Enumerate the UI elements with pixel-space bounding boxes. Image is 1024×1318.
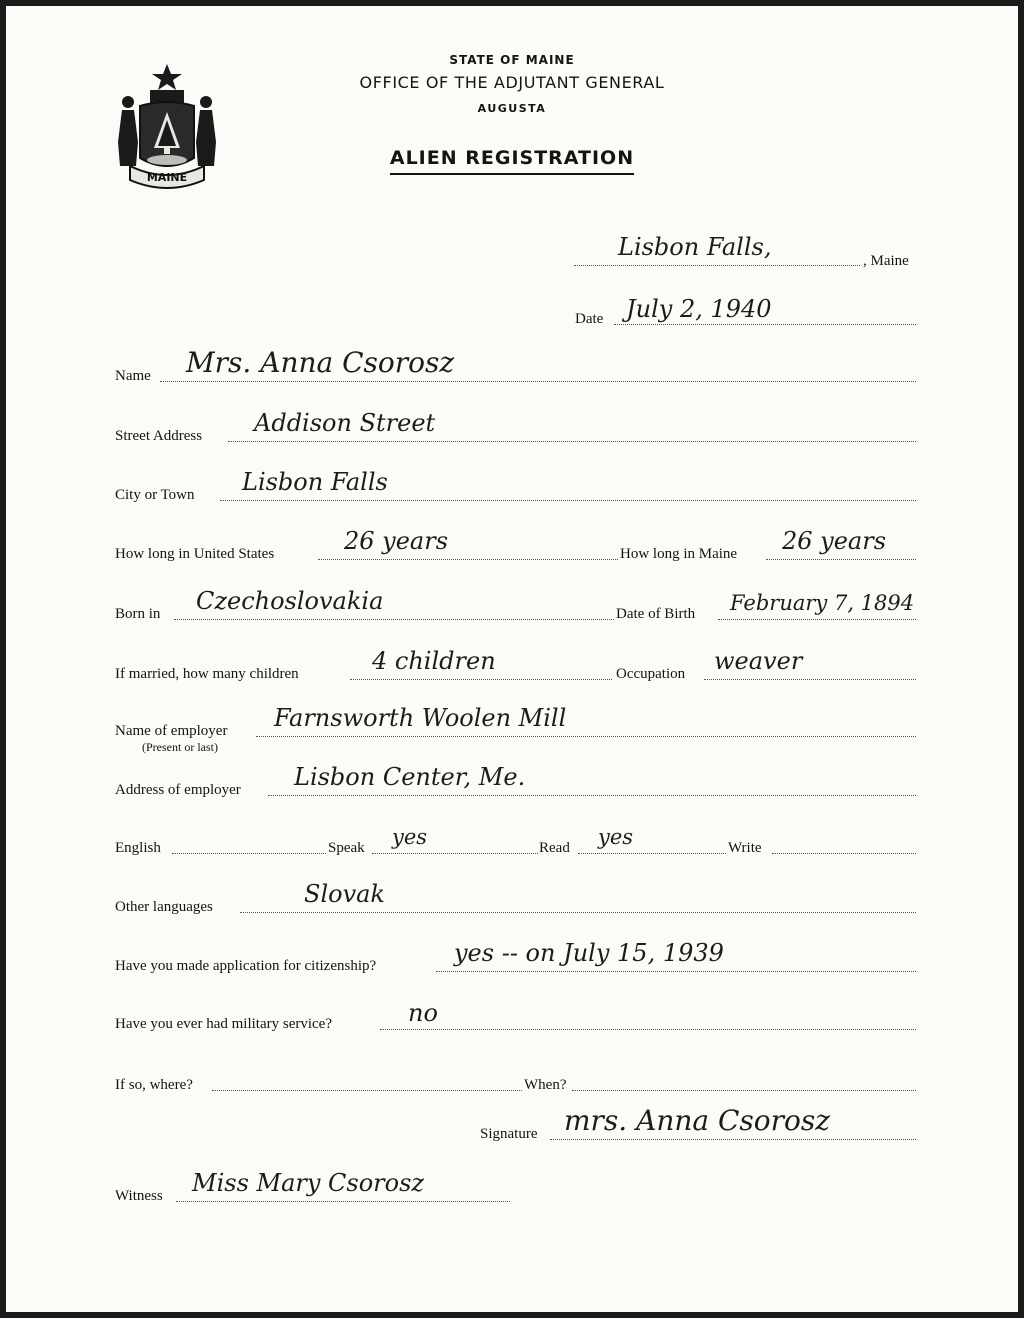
employer-address-value: Lisbon Center, Me. bbox=[294, 763, 526, 791]
born-in-value: Czechoslovakia bbox=[196, 587, 384, 615]
citizenship-label: Have you made application for citizenship? bbox=[115, 958, 377, 974]
born-in-label: Born in bbox=[115, 606, 161, 622]
employer-address-label: Address of employer bbox=[115, 782, 241, 798]
date-of-birth-line bbox=[718, 619, 916, 620]
speak-value: yes bbox=[392, 825, 428, 849]
city-line bbox=[220, 500, 916, 501]
street-line bbox=[228, 441, 916, 442]
children-value: 4 children bbox=[372, 647, 496, 675]
military-value: no bbox=[408, 999, 438, 1027]
citizenship-value: yes -- on July 15, 1939 bbox=[454, 939, 724, 967]
write-label: Write bbox=[728, 840, 762, 856]
header-office: OFFICE OF THE ADJUTANT GENERAL bbox=[359, 73, 665, 92]
military-label: Have you ever had military service? bbox=[115, 1016, 332, 1032]
how-long-maine-line bbox=[766, 559, 916, 560]
how-long-us-line bbox=[318, 559, 618, 560]
speak-line bbox=[372, 853, 538, 854]
english-label: English bbox=[115, 840, 161, 856]
employer-address-line bbox=[268, 795, 916, 796]
read-label: Read bbox=[539, 840, 570, 856]
registration-form bbox=[6, 6, 1018, 1312]
where-label: If so, where? bbox=[115, 1077, 193, 1093]
read-value: yes bbox=[598, 825, 634, 849]
header-state: STATE OF MAINE bbox=[449, 53, 575, 67]
read-line bbox=[578, 853, 726, 854]
witness-label: Witness bbox=[115, 1188, 163, 1204]
date-of-birth-label: Date of Birth bbox=[616, 606, 696, 622]
city-label: City or Town bbox=[115, 487, 195, 503]
occupation-line bbox=[704, 679, 916, 680]
signature-label: Signature bbox=[480, 1126, 538, 1142]
street-value: Addison Street bbox=[254, 409, 436, 437]
maine-label: , Maine bbox=[863, 253, 909, 269]
employer-line bbox=[256, 736, 916, 737]
name-line bbox=[160, 381, 916, 382]
when-label: When? bbox=[524, 1077, 567, 1093]
occupation-value: weaver bbox=[714, 647, 803, 675]
speak-label: Speak bbox=[328, 840, 365, 856]
how-long-us-label: How long in United States bbox=[115, 546, 275, 562]
citizenship-line bbox=[436, 971, 916, 972]
city-value: Lisbon Falls bbox=[242, 468, 388, 496]
place-line bbox=[574, 265, 860, 266]
witness-line bbox=[176, 1201, 510, 1202]
seal-text: MAINE bbox=[146, 171, 188, 184]
date-of-birth-value: February 7, 1894 bbox=[730, 591, 915, 615]
signature-line bbox=[550, 1139, 916, 1140]
occupation-label: Occupation bbox=[616, 666, 686, 682]
other-languages-line bbox=[240, 912, 916, 913]
signature-value: mrs. Anna Csorosz bbox=[564, 1104, 830, 1137]
name-label: Name bbox=[115, 368, 151, 384]
other-languages-label: Other languages bbox=[115, 899, 213, 915]
header-city: AUGUSTA bbox=[477, 102, 547, 115]
military-line bbox=[380, 1029, 916, 1030]
form-title bbox=[6, 147, 1018, 169]
children-line bbox=[350, 679, 612, 680]
how-long-us-value: 26 years bbox=[344, 527, 449, 555]
employer-note: (Present or last) bbox=[142, 740, 218, 754]
english-line bbox=[172, 853, 326, 854]
employer-label: Name of employer bbox=[115, 723, 228, 739]
witness-value: Miss Mary Csorosz bbox=[192, 1169, 425, 1197]
street-label: Street Address bbox=[115, 428, 203, 444]
how-long-maine-label: How long in Maine bbox=[620, 546, 738, 562]
where-line bbox=[212, 1090, 522, 1091]
born-in-line bbox=[174, 619, 614, 620]
employer-value: Farnsworth Woolen Mill bbox=[274, 704, 567, 732]
place-value: Lisbon Falls, bbox=[618, 233, 772, 261]
write-line bbox=[772, 853, 916, 854]
children-label: If married, how many children bbox=[115, 666, 299, 682]
other-languages-value: Slovak bbox=[304, 880, 385, 908]
name-value: Mrs. Anna Csorosz bbox=[186, 346, 455, 379]
date-label: Date bbox=[575, 311, 604, 327]
when-line bbox=[572, 1090, 916, 1091]
how-long-maine-value: 26 years bbox=[782, 527, 887, 555]
date-line bbox=[614, 324, 916, 325]
date-value: July 2, 1940 bbox=[626, 295, 772, 323]
form-title-text: ALIEN REGISTRATION bbox=[390, 147, 634, 175]
